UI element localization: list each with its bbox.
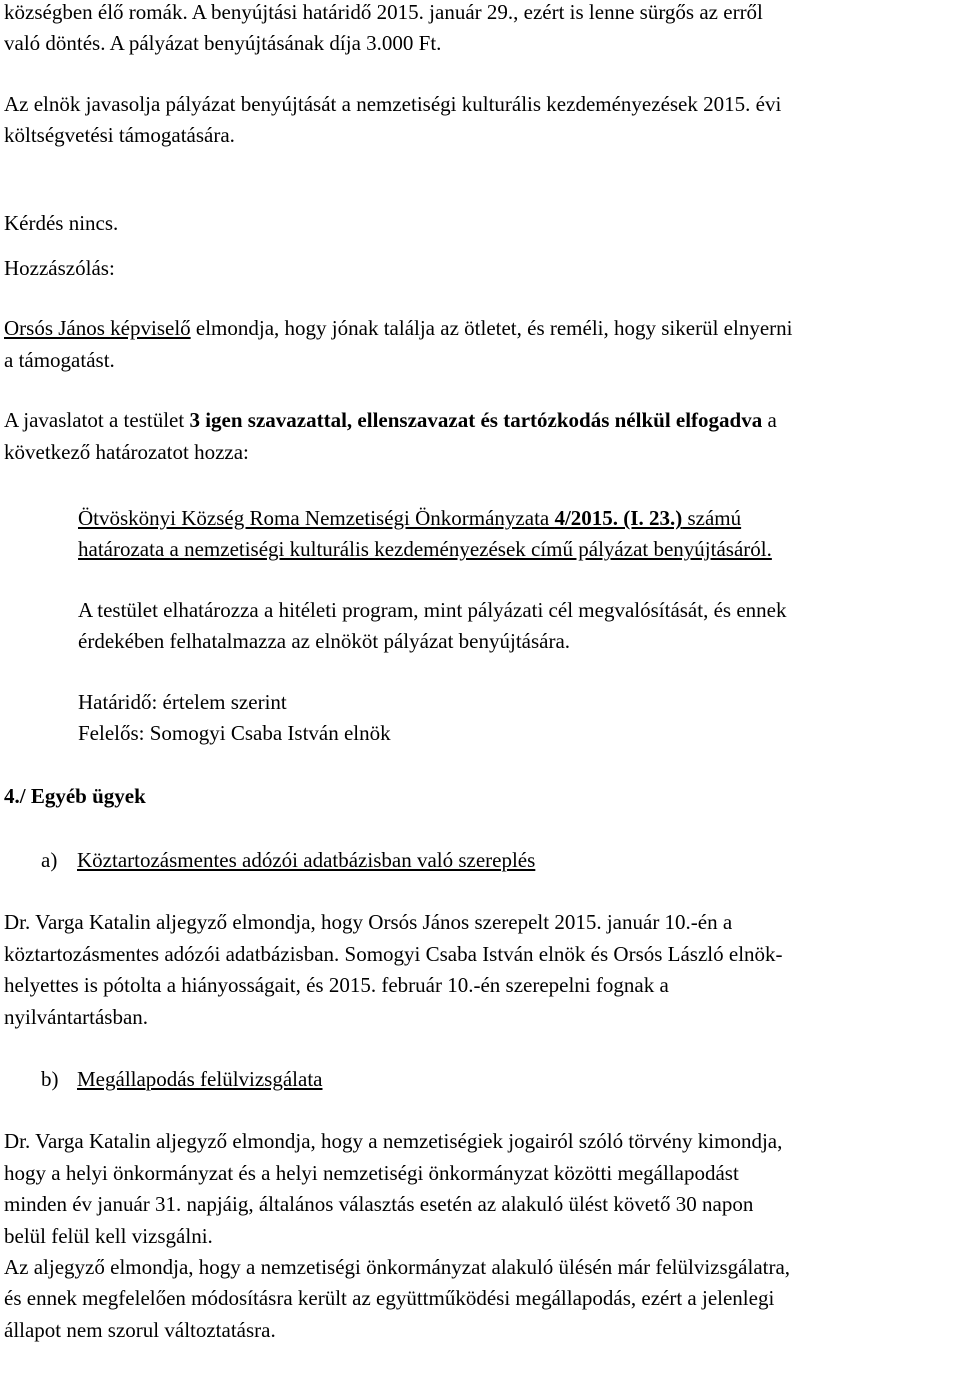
text-line: községben élő romák. A benyújtási határidő 2015. január 29., ezért is lenne sürgős az erről: [4, 0, 763, 24]
text-line: helyettes is pótolta a hiányosságait, és 2015. február 10.-én szerepelni fognak a: [4, 973, 669, 998]
document-page: [4, 0, 960, 1346]
paragraph-1: [4, 0, 960, 60]
text-line: belül felül kell vizsgálni.: [4, 1223, 213, 1248]
subsection-b-text: [4, 1126, 960, 1252]
text-line: a támogatást.: [4, 347, 115, 372]
text-line: Az aljegyző elmondja, hogy a nemzetiségi önkormányzat alakuló ülésén már felülvizsgálatra,: [4, 1254, 791, 1279]
text-line: számú: [682, 506, 742, 531]
resolution-block: [78, 503, 960, 749]
subsection-label: b): [41, 1066, 59, 1091]
text-line: a: [762, 408, 777, 433]
text-line: elmondja, hogy jónak találja az ötletet, és reméli, hogy sikerül elnyerni: [190, 316, 793, 341]
comment-heading: Hozzászólás:: [4, 256, 115, 281]
subsection-b-title: [41, 1064, 960, 1095]
text-line: köztartozásmentes adózói adatbázisban. Somogyi Csaba István elnök és Orsós László elnök-: [4, 941, 783, 966]
text-line: Dr. Varga Katalin aljegyző elmondja, hogy a nemzetiségiek jogairól szóló törvény kimondja,: [4, 1129, 783, 1154]
text-line: A javaslatot a testület: [4, 408, 190, 433]
resolution-number: 4/2015. (I. 23.): [554, 506, 683, 531]
subsection-label: a): [41, 847, 58, 872]
subsection-a-text: [4, 907, 960, 1033]
subsection-title: Megállapodás felülvizsgálata: [77, 1066, 323, 1091]
text-line: érdekében felhatalmazza az elnököt pályázat benyújtására.: [78, 629, 571, 654]
subsection-title: Köztartozásmentes adózói adatbázisban való szereplés: [77, 847, 536, 872]
resolution-body: [78, 595, 960, 658]
text-line: állapot nem szorul változtatásra.: [4, 1317, 276, 1342]
text-line: határozata a nemzetiségi kulturális kezdeményezések című pályázat benyújtásáról.: [78, 537, 772, 562]
paragraph-2: [4, 89, 960, 152]
text-line: való döntés. A pályázat benyújtásának díja 3.000 Ft.: [4, 31, 442, 56]
question-note: Kérdés nincs.: [4, 210, 119, 235]
resolution-responsible: Felelős: Somogyi Csaba István elnök: [78, 721, 391, 746]
vote-result: 3 igen szavazattal, ellenszavazat és tartózkodás nélkül elfogadva: [189, 408, 763, 433]
text-line: Az elnök javasolja pályázat benyújtását a nemzetiségi kulturális kezdeményezések 2015. évi: [4, 91, 782, 116]
resolution-title: [78, 503, 960, 566]
subsection-a-title: [41, 845, 960, 876]
subsection-b-text-2: [4, 1252, 960, 1346]
paragraph-vote: [4, 405, 960, 468]
text-line: következő határozatot hozza:: [4, 439, 249, 464]
text-line: minden év január 31. napjáig, általános választás esetén az alakuló ülést követő 30 napon: [4, 1192, 754, 1217]
text-line: A testület elhatározza a hitéleti program, mint pályázati cél megvalósítását, és ennek: [78, 597, 787, 622]
section-heading: 4./ Egyéb ügyek: [4, 783, 146, 808]
speaker-name: Orsós János képviselő: [4, 316, 191, 341]
resolution-deadline: Határidő: értelem szerint: [78, 689, 287, 714]
text-line: Dr. Varga Katalin aljegyző elmondja, hogy Orsós János szerepelt 2015. január 10.-én a: [4, 910, 733, 935]
text-line: költségvetési támogatására.: [4, 123, 235, 148]
text-line: nyilvántartásban.: [4, 1004, 149, 1029]
paragraph-comment: [4, 313, 960, 376]
text-line: hogy a helyi önkormányzat és a helyi nemzetiségi önkormányzat közötti megállapodást: [4, 1160, 739, 1185]
text-line: Ötvöskönyi Község Roma Nemzetiségi Önkormányzata: [78, 506, 555, 531]
text-line: és ennek megfelelően módosításra került az együttműködési megállapodás, ezért a jelenlegi: [4, 1286, 775, 1311]
